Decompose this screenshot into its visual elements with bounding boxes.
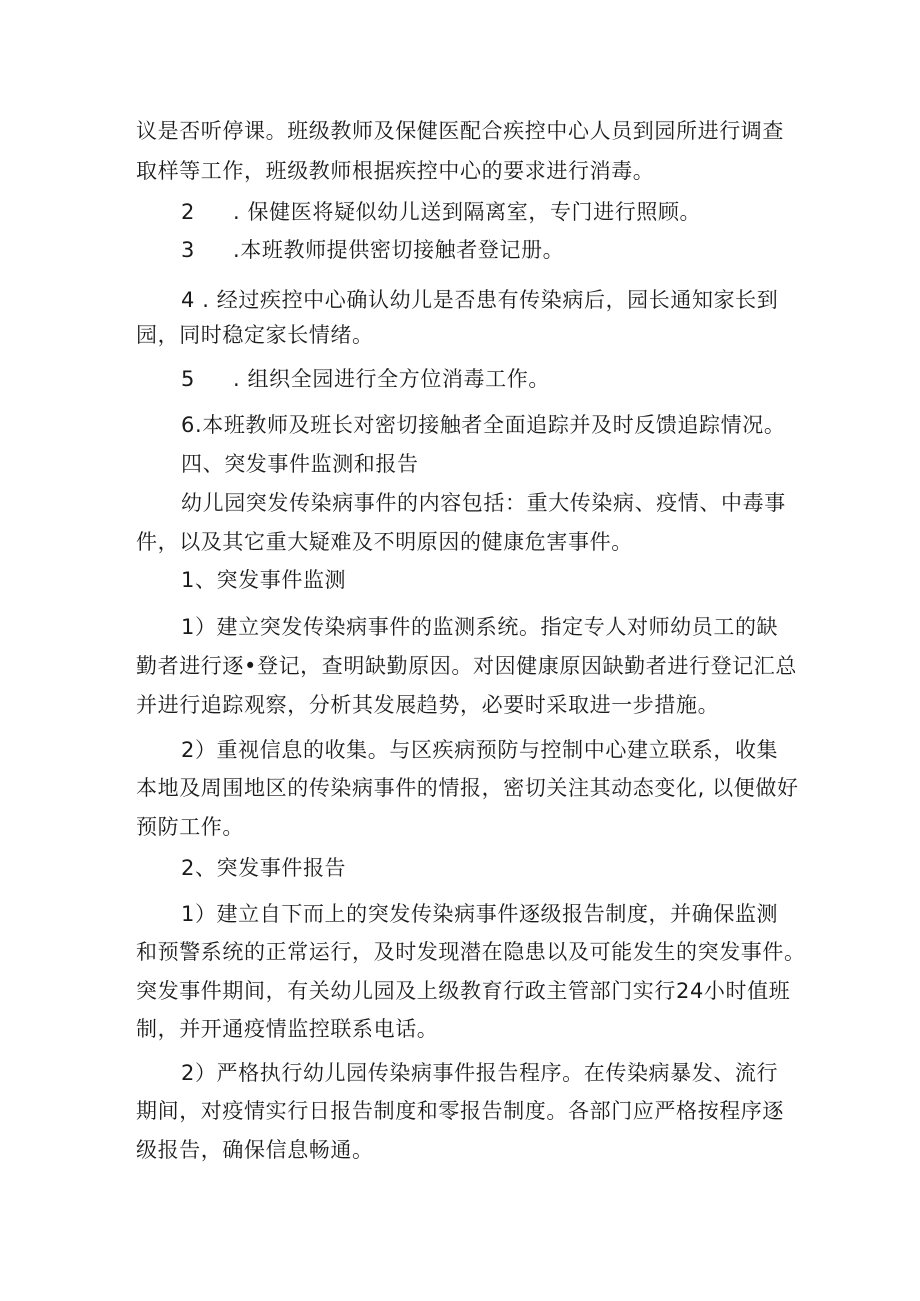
text-line: 本地及周围地区的传染病事件的情报，密切关注其动态变化, 以便做好 <box>136 776 799 800</box>
text-line: 4 . 经过疾控中心确认幼儿是否患有传染病后，园长通知家长到 <box>181 288 779 312</box>
text-line: 6.本班教师及班长对密切接触者全面追踪并及时反馈追踪情况。 <box>181 413 786 437</box>
text-line: 取样等工作，班级教师根据疾控中心的要求进行消毒。 <box>136 159 655 183</box>
numbered-item <box>181 364 550 394</box>
text-line: 1）建立突发传染病事件的监测系统。指定专人对师幼员工的缺 <box>181 615 779 639</box>
text-line: 级报告，确保信息畅通。 <box>136 1138 374 1162</box>
item-text: . 保健医将疑似幼儿送到隔离室，专门进行照顾。 <box>233 200 702 224</box>
text-line: 预防工作。 <box>136 815 244 839</box>
text-line: 制，并开通疫情监控联系电话。 <box>136 1017 439 1041</box>
text-line: 1）建立自下而上的突发传染病事件逐级报告制度，并确保监测 <box>181 902 779 926</box>
item-text: .本班教师提供密切接触者登记册。 <box>233 238 565 262</box>
subsection-heading: 2、突发事件报告 <box>181 856 347 880</box>
item-number: 2 <box>181 200 195 224</box>
subsection-heading: 1、突发事件监测 <box>181 568 347 592</box>
text-line: 议是否听停课。班级教师及保健医配合疾控中心人员到园所进行调查 <box>136 119 784 143</box>
text-line: 勤者进行逐•登记，查明缺勤原因。对因健康原因缺勤者进行登记汇总 <box>136 654 797 678</box>
text-line: 幼儿园突发传染病事件的内容包括：重大传染病、疫情、中毒事 <box>181 491 786 515</box>
text-line: 园，同时稳定家长情绪。 <box>136 323 374 347</box>
section-heading: 四、突发事件监测和报告 <box>181 452 419 476</box>
text-line: 期间，对疫情实行日报告制度和零报告制度。各部门应严格按程序逐 <box>136 1099 784 1123</box>
text-line: 并进行追踪观察，分析其发展趋势，必要时采取进一步措施。 <box>136 693 720 717</box>
numbered-item <box>181 197 701 227</box>
numbered-item <box>181 235 564 265</box>
text-line: 2）重视信息的收集。与区疾病预防与控制中心建立联系，收集 <box>181 738 779 762</box>
item-number: 3 <box>181 238 195 262</box>
text-line: 件，以及其它重大疑难及不明原因的健康危害事件。 <box>136 530 633 554</box>
text-line: 2）严格执行幼儿园传染病事件报告程序。在传染病暴发、流行 <box>181 1061 779 1085</box>
text-line: 和预警系统的正常运行，及时发现潜在隐患以及可能发生的突发事件。 <box>136 940 806 964</box>
item-number: 5 <box>181 367 195 391</box>
text-line: 突发事件期间，有关幼儿园及上级教育行政主管部门实行24小时值班 <box>136 979 791 1003</box>
item-text: . 组织全园进行全方位消毒工作。 <box>233 367 550 391</box>
